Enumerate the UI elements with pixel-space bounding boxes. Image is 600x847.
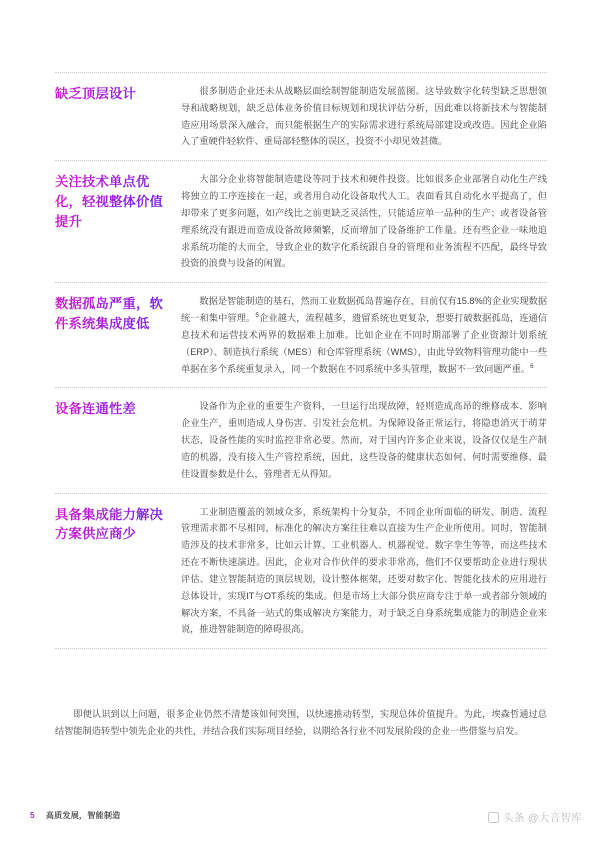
section-paragraph: 很多制造企业还未从战略层面绘制智能制造发展蓝图。这导致数字化转型缺乏思想领导和战略规划，缺乏总体业务价值目标规划和现状评估分析，因此难以将新技术与智能制造应用场景深入融合，而只能根据生产的实际需求进行系统局部建设或改造。因此企业陷入了重硬件轻软件、重局部轻整体的误区，投资不小却见效甚微。 [181, 86, 547, 147]
toutiao-logo-icon [488, 812, 499, 823]
footer-title: 高质发展，智能制造 [45, 811, 121, 820]
footnote-marker-5[interactable]: 5 [255, 312, 259, 320]
section-paragraph: 设备作为企业的重要生产资料，一旦运行出现故障，轻则造成高昂的维修成本、影响企业生产，重则造成人身伤害、引发社会危机。为保障设备正常运行，将隐患消灭于萌芽状态，设备性能的实时监控非常必要。然而，对于国内许多企业来说，设备仅仅是生产制造的机器，没有接入生产管控系统，因此，这些设备的健康状态如何、何时需要维修、最佳设置参数是什么，管理者无从得知。 [181, 401, 547, 479]
section-body [173, 504, 547, 639]
sections-container [0, 72, 600, 649]
paragraph-text-part-1: 数据是智能制造的基石，然而工业数据孤岛普遍存在，目前仅有15.8%的企业实现数据统一和集中管理。 [181, 296, 548, 324]
section-heading: 关注技术单点优化，轻视整体价值提升 [55, 171, 173, 231]
paragraph-text-part-2: 企业越大，流程越多，遗留系统也更复杂，想要打破数据孤岛，连通信息技术和运营技术两界的数据难上加难。比如企业在不同时期部署了企业资源计划系统（ERP）、制造执行系统（MES）和仓库管理系统（WMS），由此导致物料管理功能中一些单据在多个系统重复录入，同一个数据在不同系统中多头管理，数据不一致问题严重。 [181, 313, 548, 374]
section-lack-of-top-level-design [55, 73, 547, 160]
section-body [173, 293, 547, 377]
section-single-point-optimization [55, 161, 547, 282]
section-paragraph: 大部分企业将智能制造建设等同于技术和硬件投资。比如很多企业部署自动化生产线将独立的工序连接在一起，或者用自动化设备取代人工。表面看其自动化水平提高了，但却带来了更多问题，如产线比之前更缺乏灵活性，只能适应单一品种的生产；或者设备管理系统没有跟进而造成设备故障频繁，反而增加了设备维护工作量。还有些企业一味地追求系统功能的大而全，导致企业的数字化系统跟自身的管理和业务流程不匹配，最终导致投资的浪费与设备的闲置。 [181, 174, 547, 269]
closing-paragraph: 即便认识到以上问题，很多企业仍然不清楚该如何突围，以快速推动转型，实现总体价值提升。为此，埃森哲通过总结智能制造转型中领先企业的共性，并结合我们实际项目经验，以期给各行业不同发展阶段的企业一些借鉴与启发。 [55, 709, 547, 737]
section-body [173, 83, 547, 150]
watermark [488, 810, 582, 825]
section-data-silos [55, 283, 547, 387]
section-few-integrated-solution-providers [55, 494, 547, 649]
page-footer [30, 810, 121, 821]
closing-paragraph-container [55, 706, 547, 740]
footnote-marker-6[interactable]: 6 [530, 362, 534, 370]
section-poor-device-connectivity [55, 388, 547, 492]
watermark-text: 头条 @大音智库 [503, 812, 582, 824]
section-paragraph [181, 293, 547, 377]
page-number: 5 [30, 811, 35, 820]
section-heading: 数据孤岛严重，软件系统集成度低 [55, 293, 173, 333]
section-body [173, 171, 547, 272]
section-heading: 缺乏顶层设计 [55, 83, 173, 104]
section-body [173, 398, 547, 482]
section-heading: 设备连通性差 [55, 398, 173, 419]
section-divider [55, 648, 547, 649]
section-heading: 具备集成能力解决方案供应商少 [55, 504, 173, 544]
section-paragraph: 工业制造覆盖的领域众多，系统架构十分复杂，不同企业所面临的研发、制造、流程管理需求都不尽相同，标准化的解决方案往往难以直接为生产企业所使用。同时，智能制造涉及的技术非常多，比如云计算、工业机器人、机器视觉、数字孪生等等，而这些技术还在不断快速演进。因此，企业对合作伙伴的要求非常高，他们不仅要帮助企业进行现状评估、建立智能制造的顶层规划，设计整体框架，还要对数字化、智能化技术的应用进行总体设计，实现IT与OT系统的集成。但是市场上大部分供应商专注于单一或者部分领域的解决方案，不具备一站式的集成解决方案能力，对于缺乏自身系统集成能力的制造企业来说，推进智能制造的障碍很高。 [181, 506, 547, 635]
